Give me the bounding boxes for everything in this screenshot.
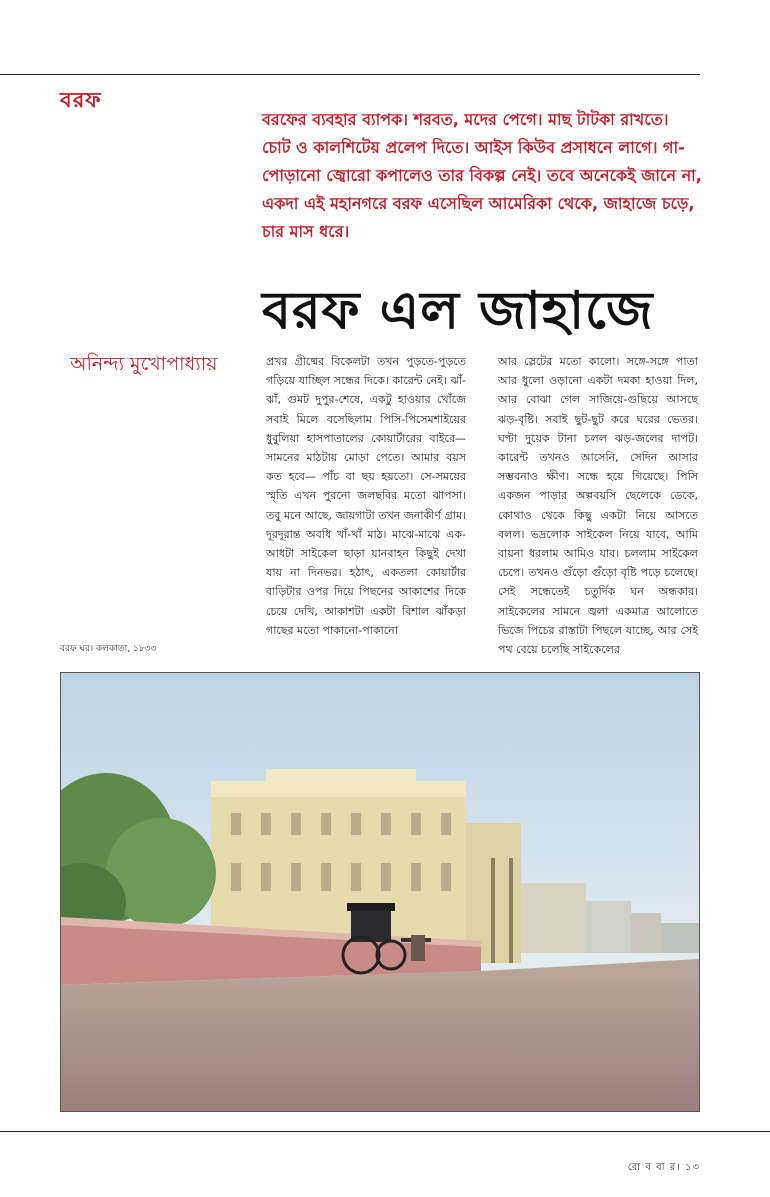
author-byline: অনিন্দ্য মুখোপাধ্যায়: [70, 353, 218, 375]
photo-caption: বরফ ঘর। কলকাতা, ১৮৩৩: [60, 644, 157, 654]
bottom-rule: [0, 1131, 770, 1132]
top-rule: [0, 74, 700, 75]
body-column-1: প্রখর গ্রীষ্মের বিকেলটা তখন পুড়তে-পুড়তে গড়িয়ে যাচ্ছিল সন্ধের দিকে। কারেন্ট নেই। ঝাঁ-ঝাঁ, গুমট দুপুর-শেষে, একটু হাওয়ার খোঁজে সবাই মিলে বসেছিলাম পিসি-পিসেমশাইয়ের ধুবুলিয়া হাসপাতালের কোয়ার্টারের বাইরে— সামনের মাঠটায় মোড়া পেতে। আমার বয়স কত হবে— পাঁচ বা ছয় হয়তো। সে-সময়ের স্মৃতি এখন পুরনো জলছবির মতো ঝাপসা। তবু মনে আছে, জায়গাটা তখন জনাকীর্ণ গ্রাম। দূরদূরান্ত অবধি খাঁ-খাঁ মাঠ। মাঝে-মাঝে এক-আধটা সাইকেল ছাড়া যানবাহন কিছুই দেখা যায় না দিনভর। হঠাৎ, একতলা কোয়ার্টার বাড়িটার ওপর দিয়ে পিছনের আকাশের দিকে চেয়ে দেখি, আকাশটা একটা বিশাল ঝাঁকড়া গাছের মতো পাকানো-পাকানো: [266, 355, 466, 637]
ice-house-photo: [60, 672, 700, 1112]
section-label: বরফ: [60, 88, 102, 112]
intro-paragraph: বরফের ব্যবহার ব্যাপক। শরবত, মদের পেগে। মাছ টাটকা রাখতে। চোট ও কালশিটেয় প্রলেপ দিতে। আইস কিউব প্রসাধনে লাগে। গা-পোড়ানো জ্বোরো কপালেও তার বিকল্প নেই। তবে অনেকেই জানে না, একদা এই মহানগরে বরফ এসেছিল আমেরিকা থেকে, জাহাজে চড়ে, চার মাস ধরে।: [262, 110, 702, 241]
article-headline: বরফ এল জাহাজে: [262, 281, 654, 341]
page-folio: রো ব বা র। ১৩: [627, 1162, 700, 1173]
body-column-2: আর স্লেটের মতো কালো। সঙ্গে-সঙ্গে পাতা আর ধুলো ওড়ানো একটা দমকা হাওয়া দিল, আর বোঝা গেল সাজিয়ে-গুছিয়ে আসছে ঝড়-বৃষ্টি। সবাই ছুট-ছুট করে ঘরের ভেতর। ঘণ্টা দুয়েক টানা চলল ঝড়-জলের দাপট। কারেন্ট তখনও আসেনি, সেদিন আসার সম্ভবনাও ক্ষীণ। সন্ধে হয়ে গিয়েছে। পিসি একজন পাড়ার অল্পবয়সি ছেলেকে ডেকে, কোথাও থেকে কিছু একটা নিয়ে আসতে বলল। ভদ্রলোক সাইকেল নিয়ে যাবে, আমি বায়না ধরলাম আমিও যাব। চললাম সাইকেল চেপে। তখনও গুঁড়ো গুঁড়ো বৃষ্টি পড়ে চলেছে। সেই সন্ধেতেই চতুর্দিক ঘন অন্ধকার। সাইকেলের সামনে জ্বলা একমাত্র আলোতে ভিজে পিচের রাস্তাটা পিছলে যাচ্ছে, আর সেই পথ বেয়ে চলেছি সাইকেলের: [498, 355, 698, 657]
